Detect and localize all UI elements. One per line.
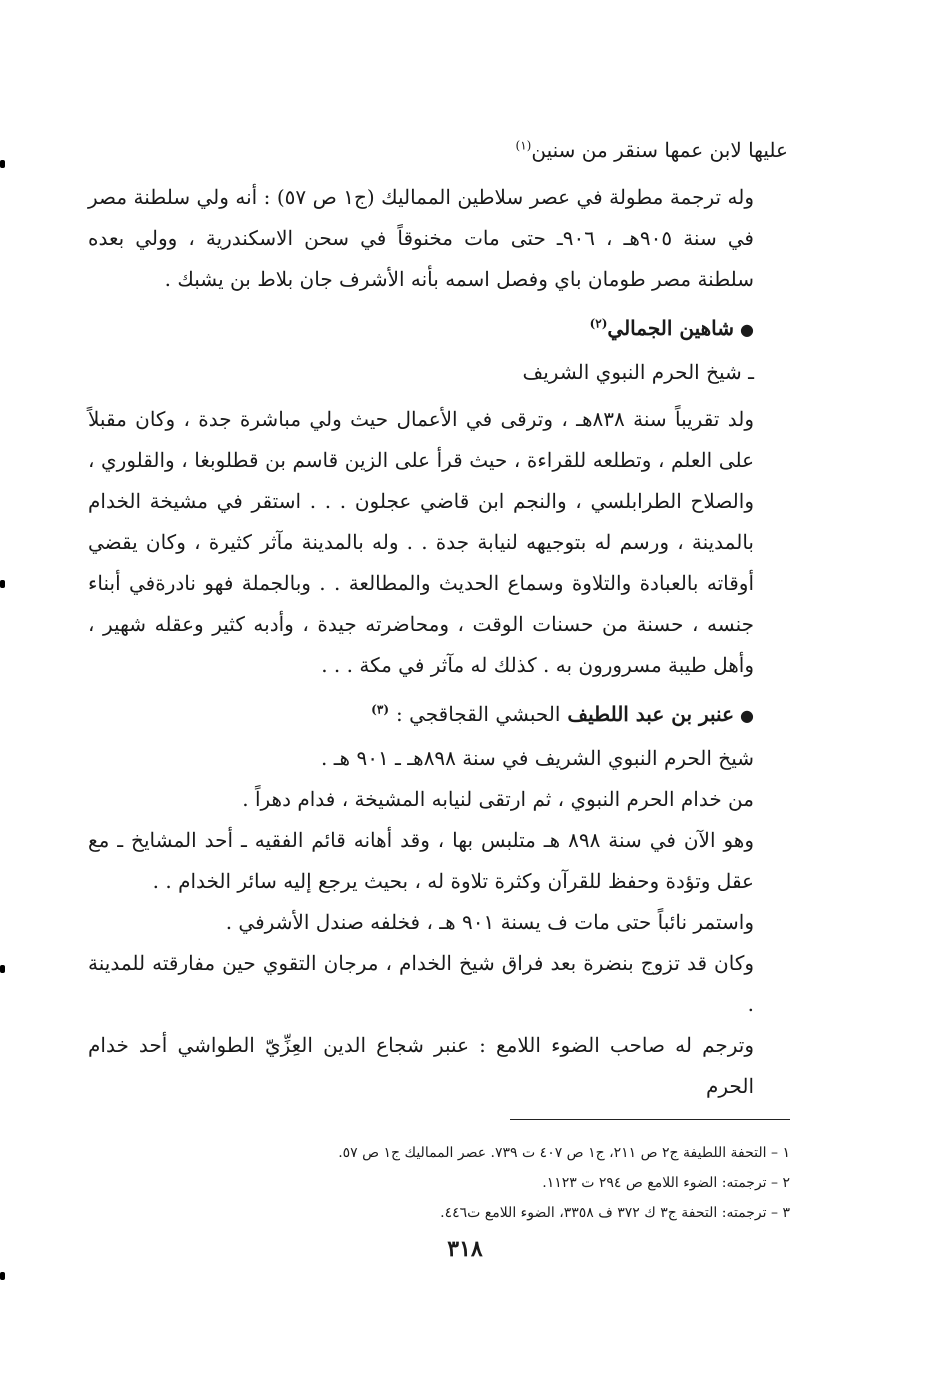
line-anbar-4: وكان قد تزوج بنضرة بعد فراق شيخ الخدام ، مرجان التقوي حين مفارقته للمدينة . [88, 951, 754, 1016]
line-1-text: عليها لابن عمها سنقر من سنين [531, 138, 788, 162]
heading-anbar [88, 692, 788, 738]
heading-anbar-rest: الحبشي القجاقجي : [395, 702, 561, 726]
bullet-icon: ● [740, 706, 754, 725]
footnote-2: ٢ – ترجمته: الضوء اللامع ص ٢٩٤ ت ١١٢٣. [542, 1175, 790, 1191]
footnote-ref-3[interactable]: (٣) [371, 702, 389, 717]
heading-shahin-text: شاهين الجمالي [607, 316, 735, 340]
footnote-ref-1[interactable]: (١) [515, 138, 532, 153]
line-anbar-1: شيخ الحرم النبوي الشريف في سنة ٨٩٨هـ ـ ٩٠١ هـ . [320, 746, 754, 770]
text-line [88, 130, 788, 171]
paragraph-1: وله ترجمة مطولة في عصر سلاطين المماليك (ج١ ص ٥٧) : أنه ولي سلطنة مصر في سنة ٩٠٥هـ ، ٩٠٦ـ حتى مات مخنوقاً في سحن الاسكندرية ، وولي بعده سلطنة مصر طومان باي وفصل اسمه بأنه الأشرف جان بلاط بن يشبك . [88, 185, 754, 291]
footnotes [140, 1138, 790, 1228]
bullet-icon: ● [740, 320, 754, 339]
footnote-1: ١ – التحفة اللطيفة ج٢ ص ٢١١، ج١ ص ٤٠٧ ت ٧٣٩. عصر المماليك ج١ ص ٥٧. [338, 1145, 790, 1161]
page-body [88, 130, 788, 1107]
footnote-3: ٣ – ترجمته: التحفة ج٣ ك ٣٧٢ ف ٣٣٥٨، الضوء اللامع ت٤٤٦. [440, 1205, 790, 1221]
margin-mark [0, 160, 5, 168]
heading-shahin [88, 306, 788, 352]
margin-mark [0, 1272, 5, 1280]
subtitle-shahin: ـ شيخ الحرم النبوي الشريف [522, 360, 754, 384]
line-anbar-2: من خدام الحرم النبوي ، ثم ارتقى لنيابه المشيخة ، فدام دهراً . [242, 787, 754, 811]
paragraph-2: ولد تقريباً سنة ٨٣٨هـ ، وترقى في الأعمال حيث ولي مباشرة جدة ، وكان مقبلاً على العلم ، وتطلعه للقراءة ، حيث قرأ على الزين قاسم بن قطلوبغا ، والقلوري ، والصلاح الطرابلسي ، والنجم ابن قاضي عجلون . . . استقر في مشيخة الخدام بالمدينة ، ورسم له بتوجيهه لنيابة جدة . . وله بالمدينة مآثر كثيرة ، وكان يقضي أوقاته بالعبادة والتلاوة وسماع الحديث والمطالعة . . وبالجملة فهو نادرةفي أبناء جنسه ، حسنة من حسنات الوقت ، ومحاضرته جيدة ، وأدبه كثير وعقله شهير ، وأهل طيبة مسرورون به . كذلك له مآثر في مكة . . . [88, 407, 754, 677]
line-anbar-3: واستمر نائباً حتى مات ف يسنة ٩٠١ هـ ، فخلفه صندل الأشرفي . [225, 910, 754, 934]
paragraph-3: وهو الآن في سنة ٨٩٨ هـ متلبس بها ، وقد أهانه قائم الفقيه ـ أحد المشايخ ـ مع عقل وتؤدة وحفظ للقرآن وكثرة تلاوة له ، بحيث يرجع إليه سائر الخدام . . [88, 828, 754, 893]
heading-anbar-text: عنبر بن عبد اللطيف [567, 702, 735, 726]
page-number: ٣١٨ [447, 1236, 483, 1262]
footnote-ref-2[interactable]: (٢) [589, 316, 608, 331]
footnote-divider [510, 1119, 790, 1120]
margin-mark [0, 580, 5, 588]
margin-mark [0, 965, 5, 973]
line-anbar-5: وترجم له صاحب الضوء اللامع : عنبر شجاع الدين العِزِّيّ الطواشي أحد خدام الحرم [88, 1033, 754, 1098]
